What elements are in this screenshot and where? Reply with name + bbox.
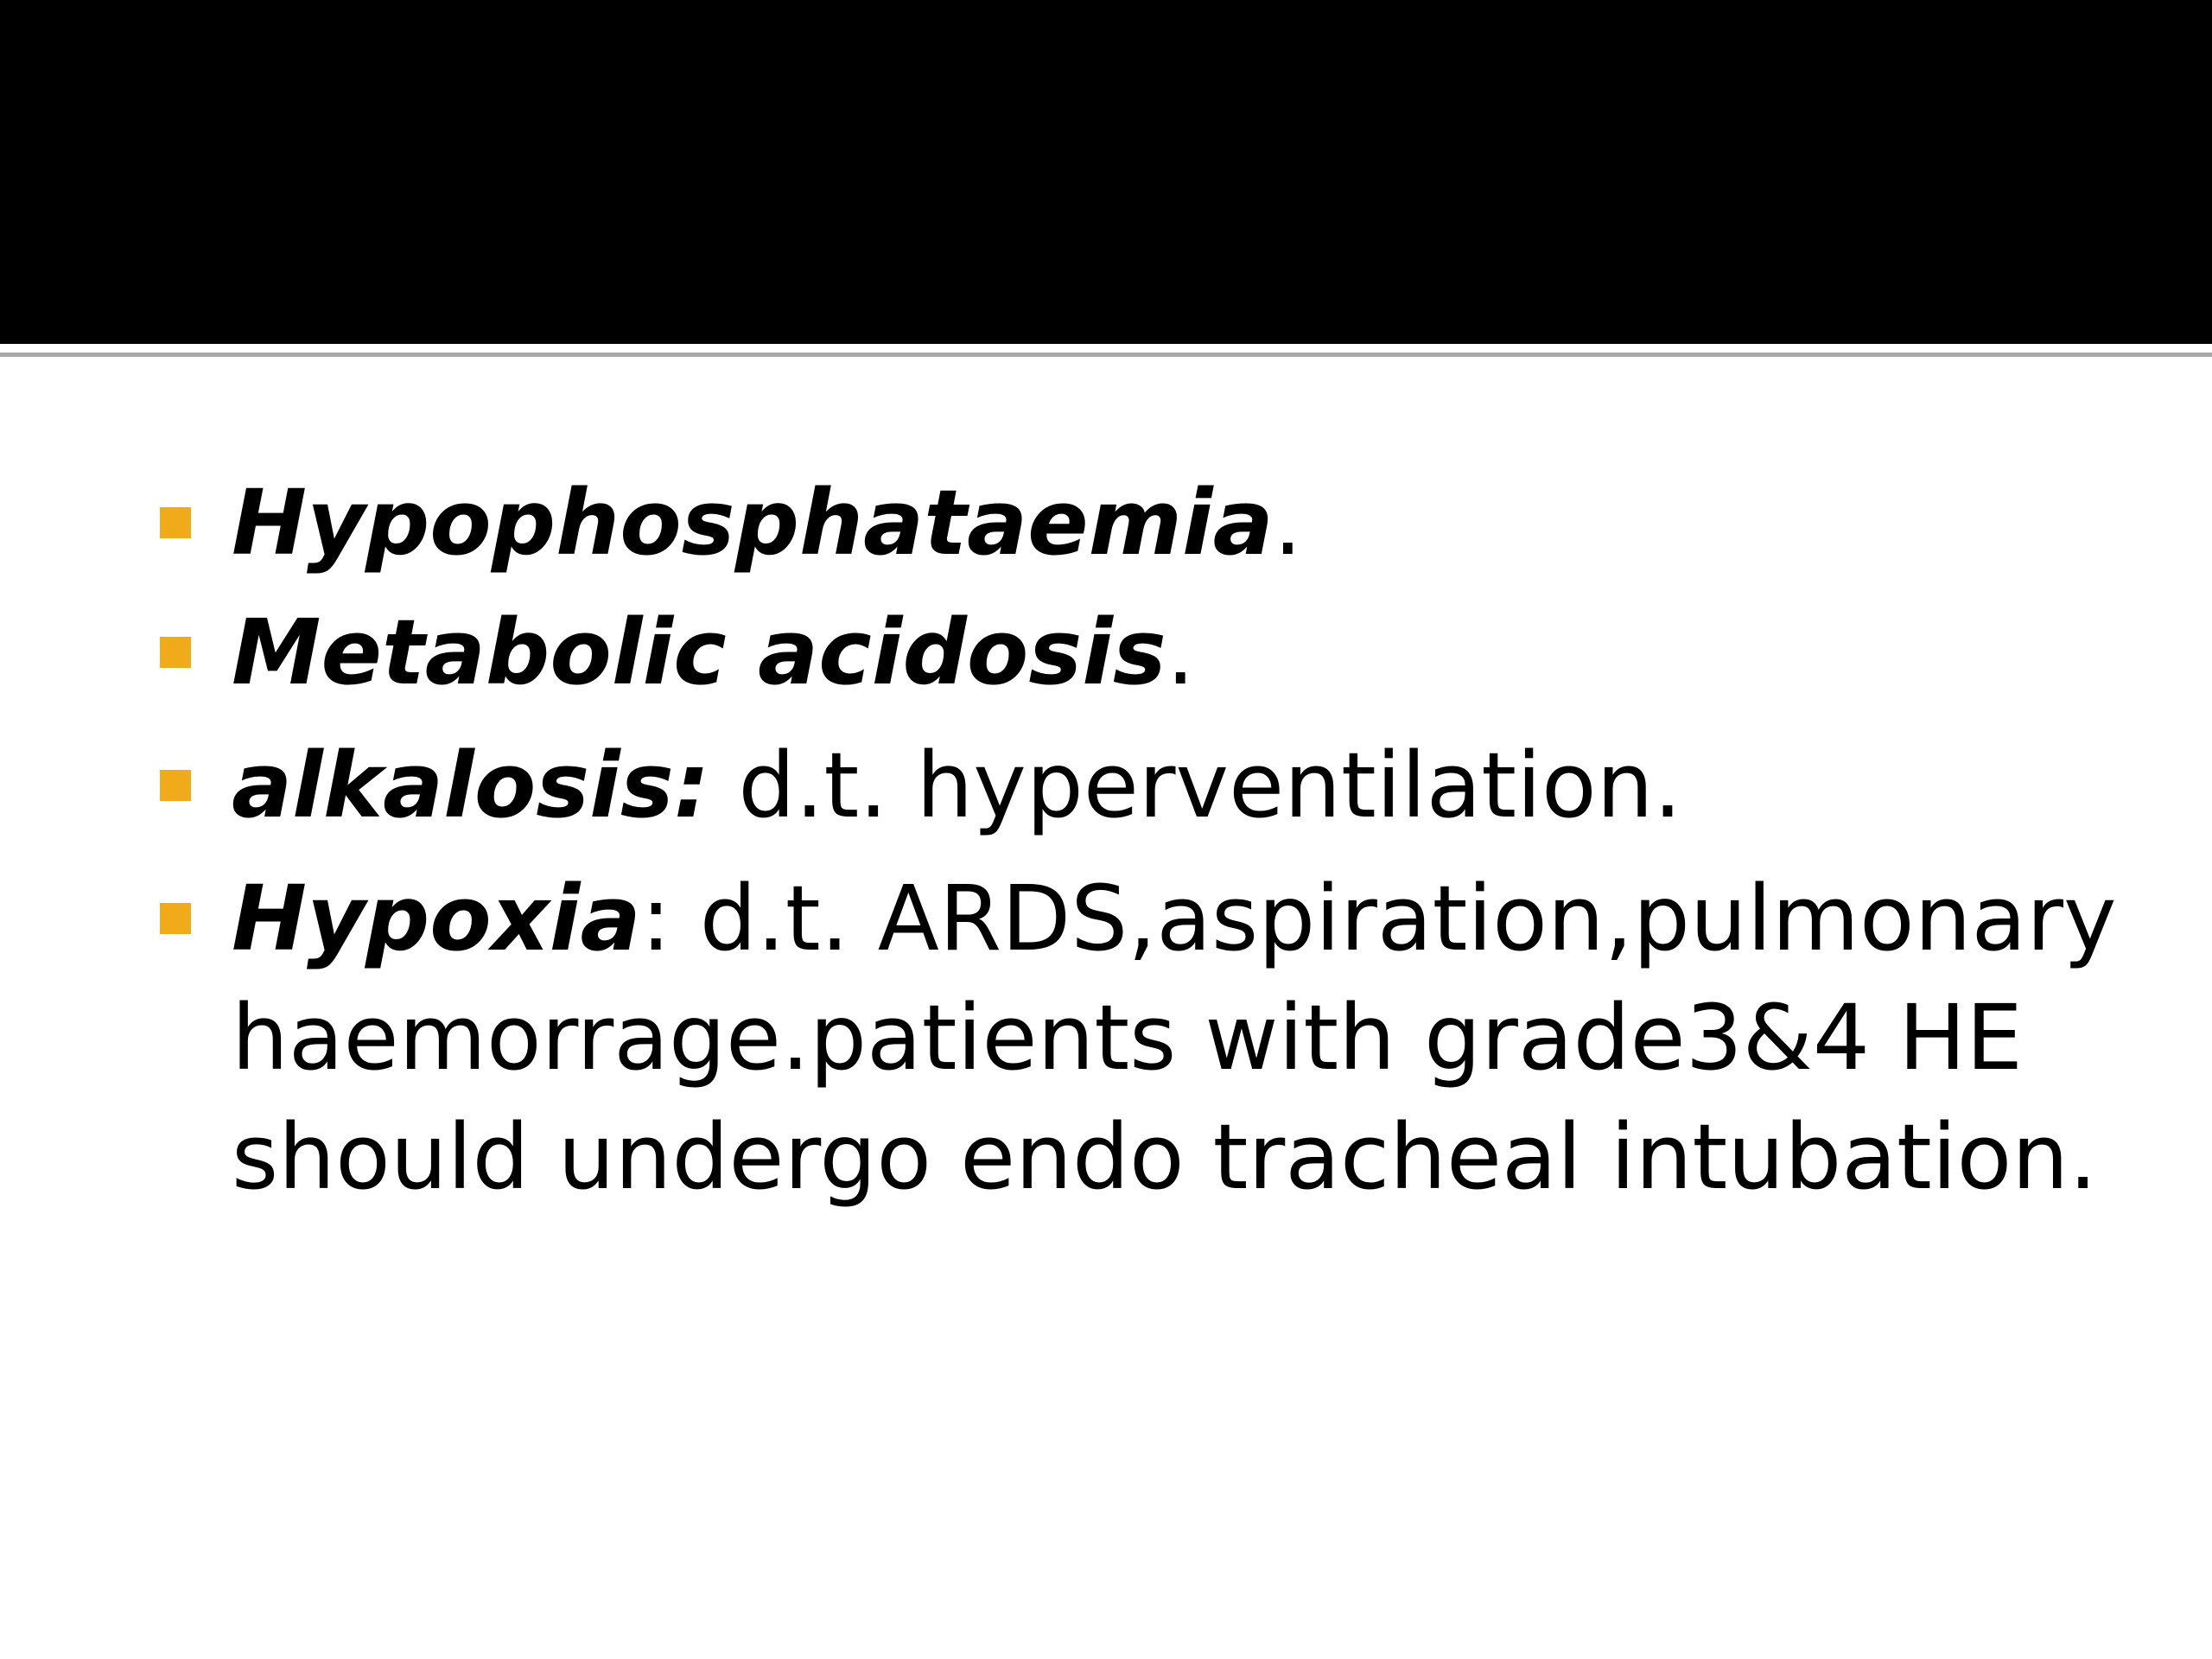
bullet-term: Metabolic acidosis bbox=[232, 600, 1166, 705]
bullet-line-3: should undergo endo tracheal intubation. bbox=[232, 1104, 2098, 1210]
bullet-term: Hypoxia bbox=[232, 866, 641, 971]
bullet-text: . bbox=[1273, 470, 1302, 575]
bullet-text: d.t. hyperventilation. bbox=[709, 733, 1682, 838]
bullet-item-alkalosis bbox=[232, 726, 2029, 845]
bullet-item-hypophosphataemia bbox=[232, 463, 2029, 582]
bullet-term: Hypophosphataemia bbox=[232, 470, 1274, 575]
square-bullet-icon bbox=[160, 637, 191, 668]
bullet-line-2: haemorrage.patients with grade3&4 HE bbox=[232, 985, 2023, 1090]
bullet-item-metabolic-acidosis bbox=[232, 593, 2029, 712]
square-bullet-icon bbox=[160, 507, 191, 538]
bullet-text: . bbox=[1166, 600, 1195, 705]
square-bullet-icon bbox=[160, 770, 191, 801]
square-bullet-icon bbox=[160, 903, 191, 934]
bullet-text: : d.t. ARDS,aspiration,pulmonary bbox=[640, 866, 2117, 971]
bullet-term: alkalosis: bbox=[232, 733, 710, 838]
bullet-item-hypoxia bbox=[232, 859, 2117, 1217]
bullet-line-1 bbox=[232, 859, 2117, 978]
